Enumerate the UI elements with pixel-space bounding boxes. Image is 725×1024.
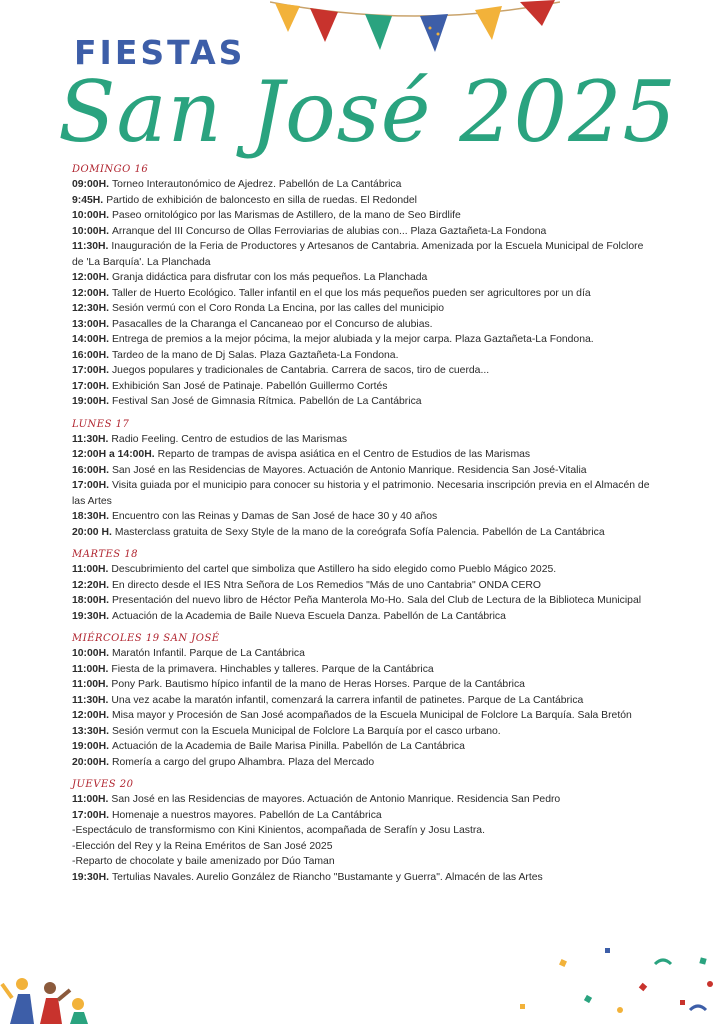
event-row [72, 677, 656, 693]
event-text: -Espectáculo de transformismo con Kini Kinientos, acompañada de Serafín y Josu Lastra. [72, 825, 485, 836]
event-row [72, 332, 656, 348]
event-time: 11:30H. [72, 241, 109, 252]
event-text: Sesión vermut con la Escuela Municipal de Folclore La Barquía por el casco urbano. [111, 725, 501, 737]
day-section [72, 778, 656, 885]
event-time: 12:00H. [72, 287, 109, 299]
event-row [72, 394, 656, 410]
event-text: Inauguración de la Feria de Productores y Artesanos de Cantabria. Amenizada por la Escuela Municipal de Folclore de 'La Barquía'. La Planchada [72, 241, 644, 268]
event-row [72, 317, 656, 333]
event-text: Misa mayor y Procesión de San José acompañados de la Escuela Municipal de Folclore La Barquía. Sala Bretón [111, 710, 632, 721]
event-time: 19:00H. [72, 741, 109, 752]
event-row [72, 509, 656, 525]
event-row [72, 609, 656, 625]
day-title: MARTES 18 [72, 549, 139, 560]
event-time: 10:00H. [72, 648, 109, 659]
event-text: Actuación de la Academia de Baile Nueva Escuela Danza. Pabellón de La Cantábrica [111, 610, 506, 622]
event-time: 11:30H. [72, 433, 109, 445]
event-row [72, 578, 656, 594]
day-title: DOMINGO 16 [72, 164, 149, 175]
event-time: 16:00H. [72, 349, 109, 361]
event-text: Partido de exhibición de baloncesto en silla de ruedas. El Redondel [106, 194, 417, 206]
event-text: Reparto de trampas de avispa asiática en el Centro de Estudios de las Marismas [157, 449, 531, 460]
event-time: 17:00H. [72, 365, 109, 376]
event-row [72, 239, 656, 270]
event-row [72, 208, 656, 224]
event-time: 12:00H. [72, 710, 109, 721]
event-row [72, 224, 656, 240]
event-text: Tertulias Navales. Aurelio González de Riancho "Bustamante y Guerra". Almacén de las Artes [111, 871, 543, 883]
confetti-decoration [0, 940, 725, 1024]
event-row [72, 348, 656, 364]
event-text: Descubrimiento del cartel que simboliza que Astillero ha sido elegido como Pueblo Mágico 2025. [111, 564, 557, 575]
event-time: 11:00H. [72, 564, 109, 575]
event-row [72, 708, 656, 724]
day-title: MIÉRCOLES 19 SAN JOSÉ [72, 633, 220, 644]
event-text: Actuación de la Academia de Baile Marisa Pinilla. Pabellón de La Cantábrica [111, 741, 465, 752]
event-row [72, 823, 656, 839]
event-row [72, 177, 656, 193]
event-row [72, 478, 656, 509]
event-time: 19:00H. [72, 396, 109, 407]
event-time: 11:00H. [72, 679, 109, 690]
event-time: 11:00H. [72, 794, 109, 805]
event-text: En directo desde el IES Ntra Señora de Los Remedios "Más de uno Cantabria" ONDA CERO [111, 579, 541, 591]
event-text: Radio Feeling. Centro de estudios de las Marismas [111, 433, 348, 445]
event-row [72, 525, 656, 541]
program-list [72, 163, 656, 885]
event-text: Pasacalles de la Charanga el Cancaneao por el Concurso de alubias. [111, 318, 433, 330]
event-row [72, 755, 656, 771]
event-text: Una vez acabe la maratón infantil, comenzará la carrera infantil de patinetes. Parque de La Cantábrica [111, 694, 584, 706]
event-row [72, 870, 656, 886]
event-row [72, 693, 656, 709]
event-time: 10:00H. [72, 210, 109, 221]
event-text: Entrega de premios a la mejor pócima, la mejor alubiada y la mejor carpa. Plaza Gaztañeta-La Fondona. [111, 334, 594, 345]
event-text: Arranque del III Concurso de Ollas Ferroviarias de alubias con... Plaza Gaztañeta-La Fondona [111, 225, 547, 237]
event-time: 13:00H. [72, 318, 109, 330]
day-section [72, 418, 656, 541]
event-row [72, 739, 656, 755]
event-time: 9:45H. [72, 194, 104, 206]
day-title: LUNES 17 [72, 418, 130, 430]
event-time: 17:00H. [72, 480, 109, 491]
event-row [72, 724, 656, 740]
event-text: Masterclass gratuita de Sexy Style de la mano de la coreógrafa Sofía Palencia. Pabellón de La Cantábrica [114, 526, 605, 538]
event-text: Fiesta de la primavera. Hinchables y talleres. Parque de la Cantábrica [111, 663, 434, 675]
event-text: Romería a cargo del grupo Alhambra. Plaza del Mercado [111, 756, 375, 768]
event-text: Pony Park. Bautismo hípico infantil de la mano de Heras Horses. Parque de la Cantábrica [111, 679, 525, 690]
dancers-illustration [2, 978, 88, 1024]
event-text: Festival San José de Gimnasia Rítmica. Pabellón de La Cantábrica [111, 396, 422, 407]
event-text: Granja didáctica para disfrutar con los más pequeños. La Planchada [111, 272, 428, 283]
event-row [72, 808, 656, 824]
day-section [72, 163, 656, 410]
event-row [72, 839, 656, 855]
event-time: 10:00H. [72, 225, 109, 237]
day-section [72, 548, 656, 624]
event-time: 18:30H. [72, 511, 109, 522]
event-text: -Reparto de chocolate y baile amenizado por Dúo Taman [72, 856, 335, 867]
event-time: 12:30H. [72, 303, 109, 314]
event-row [72, 301, 656, 317]
event-time: 12:00H a 14:00H. [72, 449, 155, 460]
event-text: Homenaje a nuestros mayores. Pabellón de La Cantábrica [111, 809, 382, 821]
event-time: 16:00H. [72, 464, 109, 476]
header-top-word: FIESTAS [74, 33, 246, 72]
event-text: Maratón Infantil. Parque de La Cantábrica [111, 648, 305, 659]
event-text: Encuentro con las Reinas y Damas de San José de hace 30 y 40 años [111, 511, 438, 522]
day-section [72, 632, 656, 770]
event-text: Visita guiada por el municipio para conocer su historia y el patrimonio. Necesaria inscripción previa en el Almacén de las Artes [72, 480, 650, 507]
day-title: JUEVES 20 [72, 779, 134, 790]
event-text: San José en las Residencias de mayores. Actuación de Antonio Manrique. Residencia San Pedro [111, 794, 561, 805]
event-time: 11:30H. [72, 694, 109, 706]
event-time: 20:00 H. [72, 526, 112, 538]
event-row [72, 363, 656, 379]
event-row [72, 286, 656, 302]
event-row [72, 463, 656, 479]
event-text: -Elección del Rey y la Reina Eméritos de San José 2025 [72, 840, 333, 852]
event-time: 13:30H. [72, 725, 109, 737]
event-time: 12:20H. [72, 579, 109, 591]
event-row [72, 792, 656, 808]
event-time: 17:00H. [72, 809, 109, 821]
event-time: 14:00H. [72, 334, 109, 345]
event-time: 17:00H. [72, 380, 109, 392]
event-text: Presentación del nuevo libro de Héctor Peña Manterola Mo-Ho. Sala del Club de Lectura de la Biblioteca Municipal [111, 595, 642, 606]
event-time: 19:30H. [72, 610, 109, 622]
event-time: 09:00H. [72, 179, 109, 190]
event-text: Juegos populares y tradicionales de Cantabria. Carrera de sacos, tiro de cuerda... [111, 365, 490, 376]
event-time: 20:00H. [72, 756, 109, 768]
event-text: Tardeo de la mano de Dj Salas. Plaza Gaztañeta-La Fondona. [111, 349, 399, 361]
event-time: 18:00H. [72, 595, 109, 606]
event-row [72, 854, 656, 870]
event-row [72, 593, 656, 609]
event-row [72, 662, 656, 678]
event-row [72, 379, 656, 395]
event-row [72, 193, 656, 209]
event-time: 11:00H. [72, 663, 109, 675]
event-text: San José en las Residencias de Mayores. Actuación de Antonio Manrique. Residencia San José-Vitalia [111, 464, 587, 476]
event-text: Torneo Interautonómico de Ajedrez. Pabellón de La Cantábrica [111, 179, 402, 190]
event-text: Exhibición San José de Patinaje. Pabellón Guillermo Cortés [111, 380, 388, 392]
event-time: 12:00H. [72, 272, 109, 283]
bunting-decoration [270, 0, 560, 60]
event-time: 19:30H. [72, 871, 109, 883]
event-row [72, 562, 656, 578]
page-title: San José 2025 [58, 63, 677, 161]
event-row [72, 270, 656, 286]
event-text: Paseo ornitológico por las Marismas de Astillero, de la mano de Seo Birdlife [111, 210, 461, 221]
event-row [72, 432, 656, 448]
event-text: Taller de Huerto Ecológico. Taller infantil en el que los más pequeños pueden ser agricultores por un día [111, 287, 591, 299]
event-row [72, 646, 656, 662]
event-text: Sesión vermú con el Coro Ronda La Encina, por las calles del municipio [111, 303, 445, 314]
event-row [72, 447, 656, 463]
